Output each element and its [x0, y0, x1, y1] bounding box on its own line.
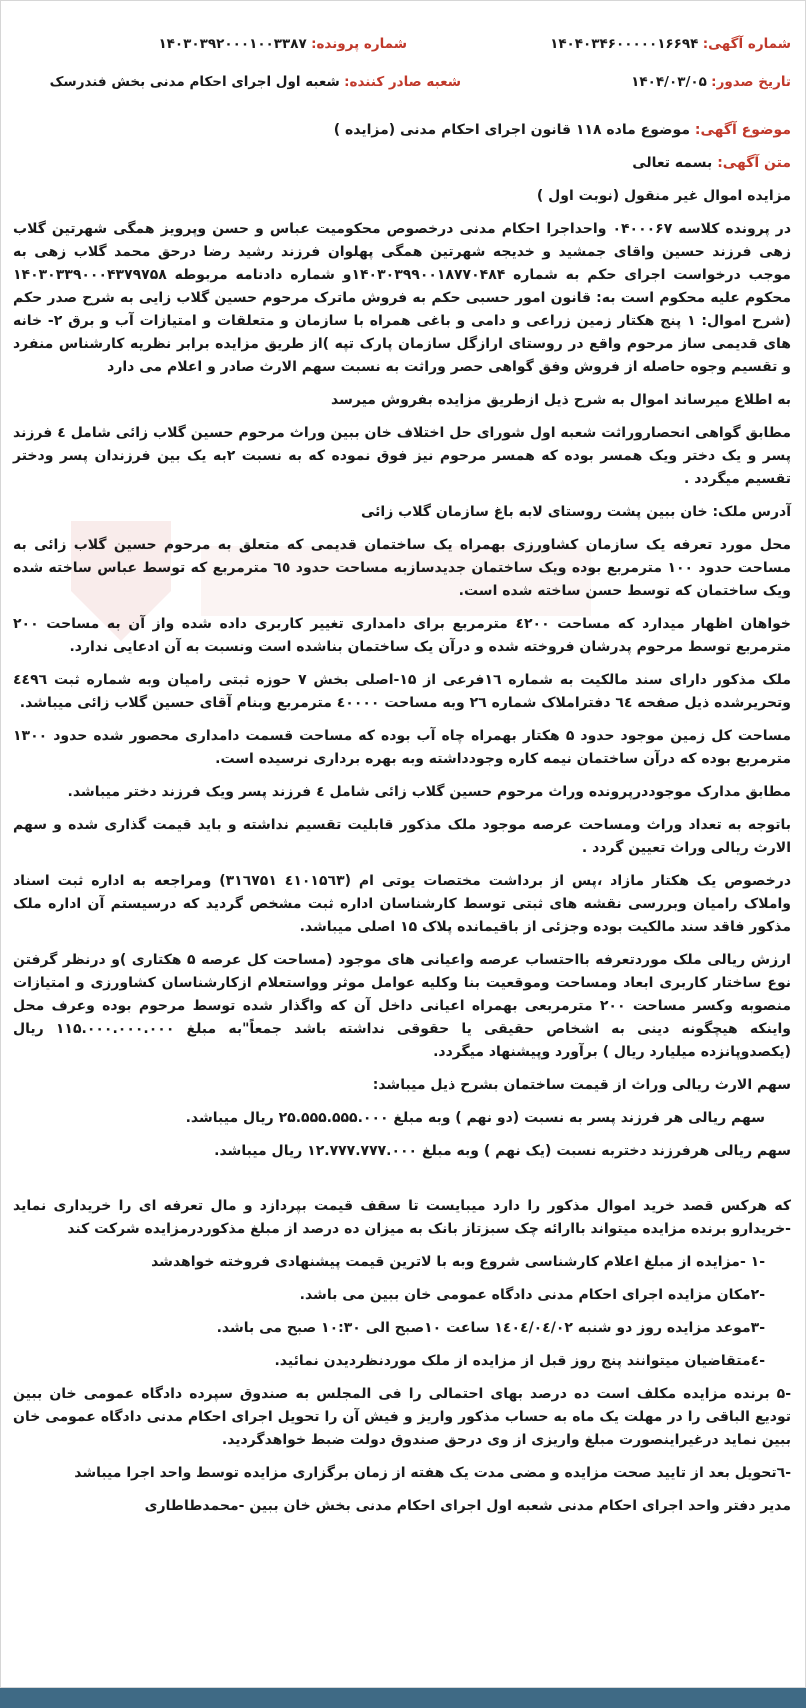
paragraph: خواهان اظهار میدارد که مساحت ٤٢٠٠ مترمربع برای دامداری تغییر کاربری داده شده واز آن به مساحت ۲۰۰ مترمربع توسط مرحوم پدرشان فروخته شده و درآن یک ساختمان بناشده است ونسبت به آن ادعایی ندارد. — [13, 616, 792, 655]
issuer-value: شعبه اول اجرای احکام مدنی بخش فندرسک — [49, 74, 340, 90]
file-number — [158, 33, 407, 55]
ad-number-label: شماره آگهی: — [702, 36, 791, 52]
signature-line: مدیر دفتر واحد اجرای احکام مدنی شعبه اول اجرای احکام مدنی بخش خان ببین -محمدطاطاری — [144, 1498, 791, 1514]
share-line: سهم ریالی هر فرزند پسر به نسبت (دو نهم ) وبه مبلغ ۲۵.۵۵۵.۵۵۵.۰۰۰ ریال میباشد. — [185, 1110, 765, 1126]
condition-item: -۱ -مزایده از مبلغ اعلام کارشناسی شروع وبه با لاترین قیمت پیشنهادی فروخته خواهدشد — [151, 1254, 765, 1270]
paragraph: مساحت کل زمین موجود حدود ۵ هکتار بهمراه چاه آب بوده که مساحت قسمت دامداری محصور شده حدود ۱۳۰۰ مترمربع بوده که درآن ساختمان نیمه کاره وجودداشته وبه بهره برداری نرسیده است. — [13, 728, 791, 767]
spacer — [13, 1173, 791, 1195]
issuer-label: شعبه صادر کننده: — [344, 74, 461, 90]
issue-date-value: ۱۴۰۴/۰۳/۰۵ — [631, 74, 707, 90]
file-number-value: ۱۴۰۳۰۳۹۲۰۰۰۱۰۰۳۳۸۷ — [158, 36, 307, 52]
bottom-bar — [0, 1688, 806, 1708]
text-label: متن آگهی: — [717, 155, 791, 171]
issuer — [50, 71, 461, 93]
text-label-value: بسمه تعالی — [632, 155, 713, 171]
condition-item: -٦تحویل بعد از تایید صحت مزایده و مضی مدت یک هفته از زمان برگزاری مزایده توسط واحد اجرا میباشد — [74, 1465, 791, 1481]
paragraph: ملک مذکور دارای سند مالکیت به شماره ۱٦فرعی از ۱۵-اصلی بخش ۷ حوزه ثبتی رامیان وبه شماره ثبت ٤٤٩٦ وتحریرشده ذیل صفحه ٦٤ دفتراملاک شماره ۲٦ وبه مساحت ٤۰۰۰۰ مترمربع وبنام آقای حسین گلاب زائی میباشد. — [13, 672, 791, 711]
notice-body — [13, 119, 791, 1528]
paragraph: باتوجه به تعداد وراث ومساحت عرصه موجود ملک مذکور قابلیت تقسیم نداشته و باید قیمت گذاری شده و سهم الارث ریالی وراث تعیین گردد . — [13, 817, 791, 856]
paragraph: آدرس ملک: خان ببین پشت روستای لابه باغ سازمان گلاب زائی — [361, 504, 791, 520]
issue-date-label: تاریخ صدور: — [711, 74, 791, 90]
subject-label: موضوع آگهی: — [694, 122, 791, 138]
file-number-label: شماره پرونده: — [311, 36, 407, 52]
subject-line — [13, 119, 791, 142]
text-label-line — [13, 152, 791, 175]
condition-item: -۲مکان مزایده اجرای احکام مدنی دادگاه عمومی خان ببین می باشد. — [299, 1287, 765, 1303]
paragraph: در پرونده کلاسه ۰۴۰۰۰۶۷ واحداجرا احکام مدنی درخصوص محکومیت عباس و حسن وپرویز همگی شهرتین گلاب زهی فرزند حسین واقای جمشید و خدیجه شهرتین همگی پهلوان فرزند رشید رضا درحق محمد گلاب زهی به موجب درخواست اجرای حکم به شماره ۱۴۰۳۰۳۹۹۰۰۱۸۷۷۰۴۸۴و شماره دادنامه مربوطه ۱۴۰۳۰۳۳۹۰۰۰۴۳۷۹۷۵۸ محکوم علیه محکوم است به: قانون امور حسبی حکم به فروش ماترک مرحوم حسین گلاب زایی به شرح صدر حکم (شرح اموال: ۱ پنج هکتار زمین زراعی و دامی و باغی همراه با سازمان و متعلقات و امتیازات آب و برق ۲- خانه های قدیمی ساز مرحوم واقع در روستای ارازگل سازمان پارک تپه )از طریق مزایده برابر نظریه کارشناس منفرد و تقسیم وجوه حاصله از فروش وفق گواهی حصر وراثت به نسبت سهم الارث صادر و اعلام می دارد — [13, 221, 791, 375]
paragraph: ارزش ریالی ملک موردتعرفه بااحتساب عرصه واعیانی های موجود (مساحت کل عرصه ۵ هکتاری )و درنظر گرفتن نوع ساختار کاربری ابعاد ومساحت وموقعیت بنا وکلیه عوامل موثر وواستعلام ازکارشناسان کشاورزی و امتیازات منصوبه وکسر مساحت ۲۰۰ مترمربعی بهمراه اعیانی داخل آن که واگذار شده توسط مرحوم بوده وعرف محل واینکه هیچگونه دینی به اشخاص حقیقی یا حقوقی نداشته باشد جمعاً"به مبلغ ۱۱۵.۰۰۰.۰۰۰.۰۰۰ ریال (یکصدوپانزده میلیارد ریال ) برآورد وپیشنهاد میگردد. — [13, 952, 791, 1060]
paragraph: سهم الارث ریالی وراث از قیمت ساختمان بشرح ذیل میباشد: — [372, 1077, 791, 1093]
paragraph: محل مورد تعرفه یک سازمان کشاورزی بهمراه یک ساختمان قدیمی که متعلق به مرحوم حسین گلاب زائی به مساحت حدود ۱۰۰ مترمربع بوده ویک ساختمان جدیدسازبه مساحت حدود ٦٥ مترمربع که توسط عباس ساخته شده ویک ساختمان که توسط حسن ساخته شده است. — [13, 537, 791, 599]
paragraph: مطابق مدارک موجوددرپرونده وراث مرحوم حسین گلاب زائی شامل ٤ فرزند پسر ویک فرزند دختر میباشد. — [67, 784, 791, 800]
condition-item: -۵ برنده مزایده مکلف است ده درصد بهای احتمالی را فی المجلس به صندوق سپرده دادگاه عمومی خان ببین تودیع الباقی را در مهلت یک ماه به حساب مذکور واریز و فیش آن را تحویل اجرای احکام مدنی دادگاه عمومی خان ببین نماید درغیراینصورت مبلغ واریزی از وی درحق صندوق دولت ضبط خواهدگردید. — [13, 1386, 791, 1448]
condition-item: -۳موعد مزایده روز دو شنبه ۱٤۰٤/۰٤/۰۲ ساعت ۱۰صبح الی ۱۰:۳۰ صبح می باشد. — [216, 1320, 765, 1336]
paragraph: مزایده اموال غیر منقول (نوبت اول ) — [536, 188, 791, 204]
issue-date — [631, 71, 791, 93]
conditions-intro: که هرکس قصد خرید اموال مذکور را دارد میبایست تا سقف قیمت بپردازد و مال تعرفه ای را خریداری نماید -خریدارو برنده مزایده میتواند باارائه چک سبزتاز بانک به میزان ده درصد از مبلغ مذکوردرمزایده شرکت کند — [13, 1198, 791, 1237]
condition-item: -٤متقاضیان میتوانند پنج روز قبل از مزایده از ملک موردنظردیدن نمائید. — [274, 1353, 765, 1369]
paragraph: درخصوص یک هکتار مازاد ،پس از برداشت مختصات یوتی ام (٤۱۰۱۵٦۳ ۳۱٦۷۵۱) ومراجعه به اداره ثبت اسناد واملاک رامیان وبررسی نقشه های ثبتی توسط کارشناسان اداره ثبت مشخص گردید که درسیستم آن اداره ملک مذکور فاقد سند مالکیت بوده وجزئی از باقیمانده پلاک ۱۵ اصلی میباشد. — [13, 873, 792, 935]
paragraph: مطابق گواهی انحصاروراثت شعبه اول شورای حل اختلاف خان ببین وراث مرحوم حسین گلاب زائی شامل ٤ فرزند پسر و یک دختر ویک همسر بوده که همسر مرحوم نیز فوق نموده که به نسبت ۲به یک بین فرزندان پسر ودختر تقسیم میگردد . — [13, 425, 792, 487]
share-line: سهم ریالی هرفرزند دختربه نسبت (یک نهم ) وبه مبلغ ۱۲.۷۷۷.۷۷۷.۰۰۰ ریال میباشد. — [214, 1143, 791, 1159]
ad-number — [550, 33, 791, 55]
ad-number-value: ۱۴۰۴۰۳۴۶۰۰۰۰۰۱۶۶۹۴ — [550, 36, 699, 52]
paragraph: به اطلاع میرساند اموال به شرح ذیل ازطریق مزایده بفروش میرسد — [331, 392, 791, 408]
subject-value: موضوع ماده ۱۱۸ قانون اجرای احکام مدنی (مزایده ) — [333, 122, 690, 138]
